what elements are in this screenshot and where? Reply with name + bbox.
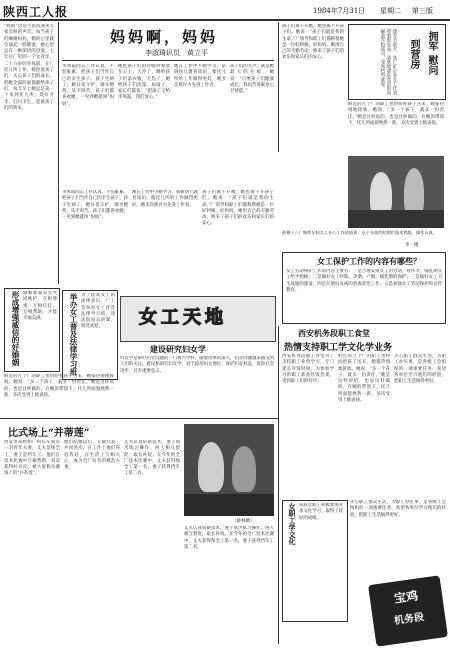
law-study-box (62, 290, 118, 380)
bottom-mid-text: 丈夫认真钻研技术，妻子刻苦练习操作，两人相互督促，取长补短。在今年的全厂技术比赛中，丈夫获得保全工第一名，妻子获得挡车工第二名。 (184, 526, 274, 550)
army-visit-title-1: 拥军 (426, 31, 437, 51)
study-sidebar-text: 该段女职工积极参加业余文化学习，取得了较好的成绩。 (299, 503, 343, 521)
feature-col-3: 她在工作中不断学习，钻研幼儿教育知识，使托儿所的工作做得更好。她多次被评为先进工作者。 (174, 64, 226, 88)
army-visit-text: 建军节前夕，各厂矿企业女工代表带着慰问品，到驻地部队营房慰问解放军指战员，受到热烈欢迎。 (380, 29, 397, 95)
left-column-text: “妈妈”这是小蓓蓓遇见大家会叫的声音。每当孩子们喊她妈妈，她的心里就会涌起一股暖流，她心里总有一种深切的母爱。七年后厂里的一个女青年，二十六岁的李凤霞，在厂托儿所工作。她热爱孩子们，关心孩子们的成长，把她全部的爱都献给孩子们。每天早上她总是第一个来到托儿所，烧好开水，打扫卫生，迎接孩子们的到来。 (4, 24, 54, 111)
right-column-text-2: 附近的几个厂的职工也纷纷把孩子送来，她都热情地接收。她说：“多一个孩子，就多一份责任。”她是这样说的，也是这样做的。在她的带领下，托儿所面貌焕然一新，多次受到上级表扬。 (348, 102, 444, 126)
issue-date: 1984年7月31日 (313, 7, 366, 15)
right-column-text: 孩子们离不开她，她也离不开孩子们。她说：“孩子们就是我的生命。”厂领导和职工们都称赞她是一位好阿姨、好妈妈。她用自己的辛勤劳动，换来了孩子们的欢乐和家长们的安心。 (282, 24, 344, 61)
feature-rule (62, 60, 274, 61)
marriage-box (4, 288, 60, 372)
section-rule (0, 418, 278, 419)
study-sidebar-title: 女职工学文化 (288, 503, 297, 545)
labor-protection-box (282, 252, 446, 324)
hotline-title-2: 热情支持职工学文化学业务 (284, 343, 393, 353)
worker-figure (404, 168, 424, 216)
feature-byline: 李淑琦识员 黄立平 (145, 49, 208, 57)
feature-col-1: 李凤霞同志工作认真，不怕脏累，把孩子们当作自己的亲生孩子。孩子生病了，她日夜守护，端水喂药，从不叫苦。孩子们都喜欢她，一见到她就叫“妈妈”。 (62, 64, 114, 107)
bottom-right-text: 关心职工群众生活，为职工办实事，是各级工会组织的一项重要任务。希望各单位学习他们的经验，把职工生活搞得更好。 (350, 500, 446, 518)
marriage-box-title: 形成增强威信的好婚姻 (11, 291, 20, 366)
labor-protection-title: 女工保护工作的内容有哪些？ (317, 256, 421, 266)
hotline-col-2: 附近的几个厂的职工也纷纷把孩子送来，她都热情地接收。她说：“多一个孩子，就多一份责任。”她是这样说的，也是这样做的。在她的带领下，托儿所面貌焕然一新，多次受到上级表扬。 (338, 354, 390, 404)
person-figure (232, 446, 256, 492)
photo-caption: 陕棉十八厂细纱车间女工专心工作的情景。这个车间的姑娘们技术熟练，操作认真。 (282, 230, 437, 235)
women-section-title: 女工天地 (139, 307, 227, 328)
bottom-left-col-1: 西安市某纺织厂织布车间有一对青年夫妻，丈夫是保全工，妻子是挡车工。他们在技术比赛中互相帮助，双双获得好名次，被大家称为赛场上的“并蒂莲”。 (4, 440, 60, 477)
feature-continued-text: 她在工作中不断学习，钻研幼儿教育知识，使托儿所的工作做得更好。她多次被评为先进工作者。 (132, 190, 198, 208)
women-section-subtitle: 建设研究妇女学 (150, 344, 206, 354)
left-lower-text: 附近的几个厂的职工也纷纷把孩子送来，她都热情地接收。她说：“多一个孩子，就多一份责任。”她是这样说的，也是这样做的。在她的带领下，托儿所面貌焕然一新，多次受到上级表扬。 (4, 374, 114, 398)
masthead-rule (0, 19, 450, 21)
study-sidebar-box (282, 500, 348, 622)
issue-weekday: 星期二 (380, 7, 401, 15)
stamp-line-2: 机务段 (393, 611, 425, 627)
issue-edition: 第三版 (412, 7, 433, 15)
law-study-title: 举办女工普及法律学习班 (69, 293, 78, 376)
women-research-text: 妇女学是研究妇女问题的一门新兴学科。随着改革的深入，妇女问题越来越受到人们的关注。建设和研究妇女学，对于提高妇女地位，保护妇女权益，促进社会进步，具有重要意义。 (120, 356, 274, 374)
feature-continued-text: 孩子们离不开她，她也离不开孩子们。她说：“孩子们就是我的生命。”厂领导和职工们都称赞她是一位好阿姨、好妈妈。她用自己的辛勤劳动，换来了孩子们的欢乐和家长们的安心。 (202, 190, 274, 227)
column-divider (278, 326, 279, 644)
law-study-text: 为了提高女工的法律意识，厂工会举办女工普及法律学习班，请法院同志讲课，很受欢迎。 (81, 293, 115, 330)
stamp-line-1: 宝鸡 (393, 588, 419, 606)
hotline-col-3: 关心职工群众生活，为职工办实事，是各级工会组织的一项重要任务。希望各单位学习他们的经验，把职工生活搞得更好。 (394, 354, 446, 385)
newspaper-title: 陕西工人报 (3, 5, 69, 19)
person-figure (198, 442, 224, 492)
feature-headline: 妈妈啊，妈妈 (110, 28, 219, 46)
photo-couple (184, 424, 274, 516)
bottom-left-col-2: 他们结婚以后，互敬互爱，共同进步。在工作上他们你追我赶，在生活上互相关心，成为全厂有名的模范夫妻。 (64, 440, 120, 471)
photo-credit: 李 摄 (405, 243, 419, 248)
column-divider (278, 22, 279, 152)
photo2-credit: （蔡林摄） (232, 519, 255, 524)
feature-col-4: 孩子们的笑声，就是她最大的幸福。她说：“只要孩子们健康成长，我再苦再累也心甘情愿。” (230, 64, 274, 95)
army-visit-title-3: 到营房 (408, 39, 419, 69)
labor-protection-text: 女工劳动保护工作的内容主要有：一是合理安排女工的劳动，对怀孕、哺乳期女工给予照顾；二是做好女工经期、孕期、产期、哺乳期的保护；三是搞好女工卫生设施的建设；四是开展妇女病的普查普治工作；五是加强女工劳动保护的宣传教育。 (286, 269, 442, 293)
bottom-left-headline: 比式场上“并蒂莲” (8, 428, 90, 439)
hotline-title-1: 西安机务段职工食堂 (298, 328, 370, 338)
women-section-banner (120, 296, 276, 342)
feature-col-2: 她把孩子们的冷暖时刻放在心上。天冷了，她给孩子们添衣服；天热了，她给孩子们洗澡、扇扇子。家长们都说：“把孩子交给李凤霞，我们放心。” (118, 64, 170, 101)
unit-stamp (368, 575, 448, 646)
marriage-box-text: 婚姻要靠双方共同维护，互相尊重，互相信任，互相帮助，才能幸福美满。 (23, 291, 57, 322)
masthead-bar (0, 2, 450, 18)
bottom-left-col-3: 丈夫认真钻研技术，妻子刻苦练习操作，两人相互督促，取长补短。在今年的全厂技术比赛中，丈夫获得保全工第一名，妻子获得挡车工第二名。 (124, 440, 180, 477)
feature-continued-text: 李凤霞同志工作认真，不怕脏累，把孩子们当作自己的亲生孩子。孩子生病了，她日夜守护，端水喂药，从不叫苦。孩子们都喜欢她，一见到她就叫“妈妈”。 (62, 190, 128, 221)
photo-textile-workers (348, 156, 444, 228)
column-divider (58, 22, 59, 284)
army-visit-box (348, 24, 446, 100)
army-visit-title-2: 慰问 (426, 55, 437, 75)
hotline-col-1: 西安机务段职工食堂为了支持职工业余学习，专门延长开饭时间，为参加学习的职工准备热饭热菜，受到职工们的好评。 (282, 354, 334, 385)
